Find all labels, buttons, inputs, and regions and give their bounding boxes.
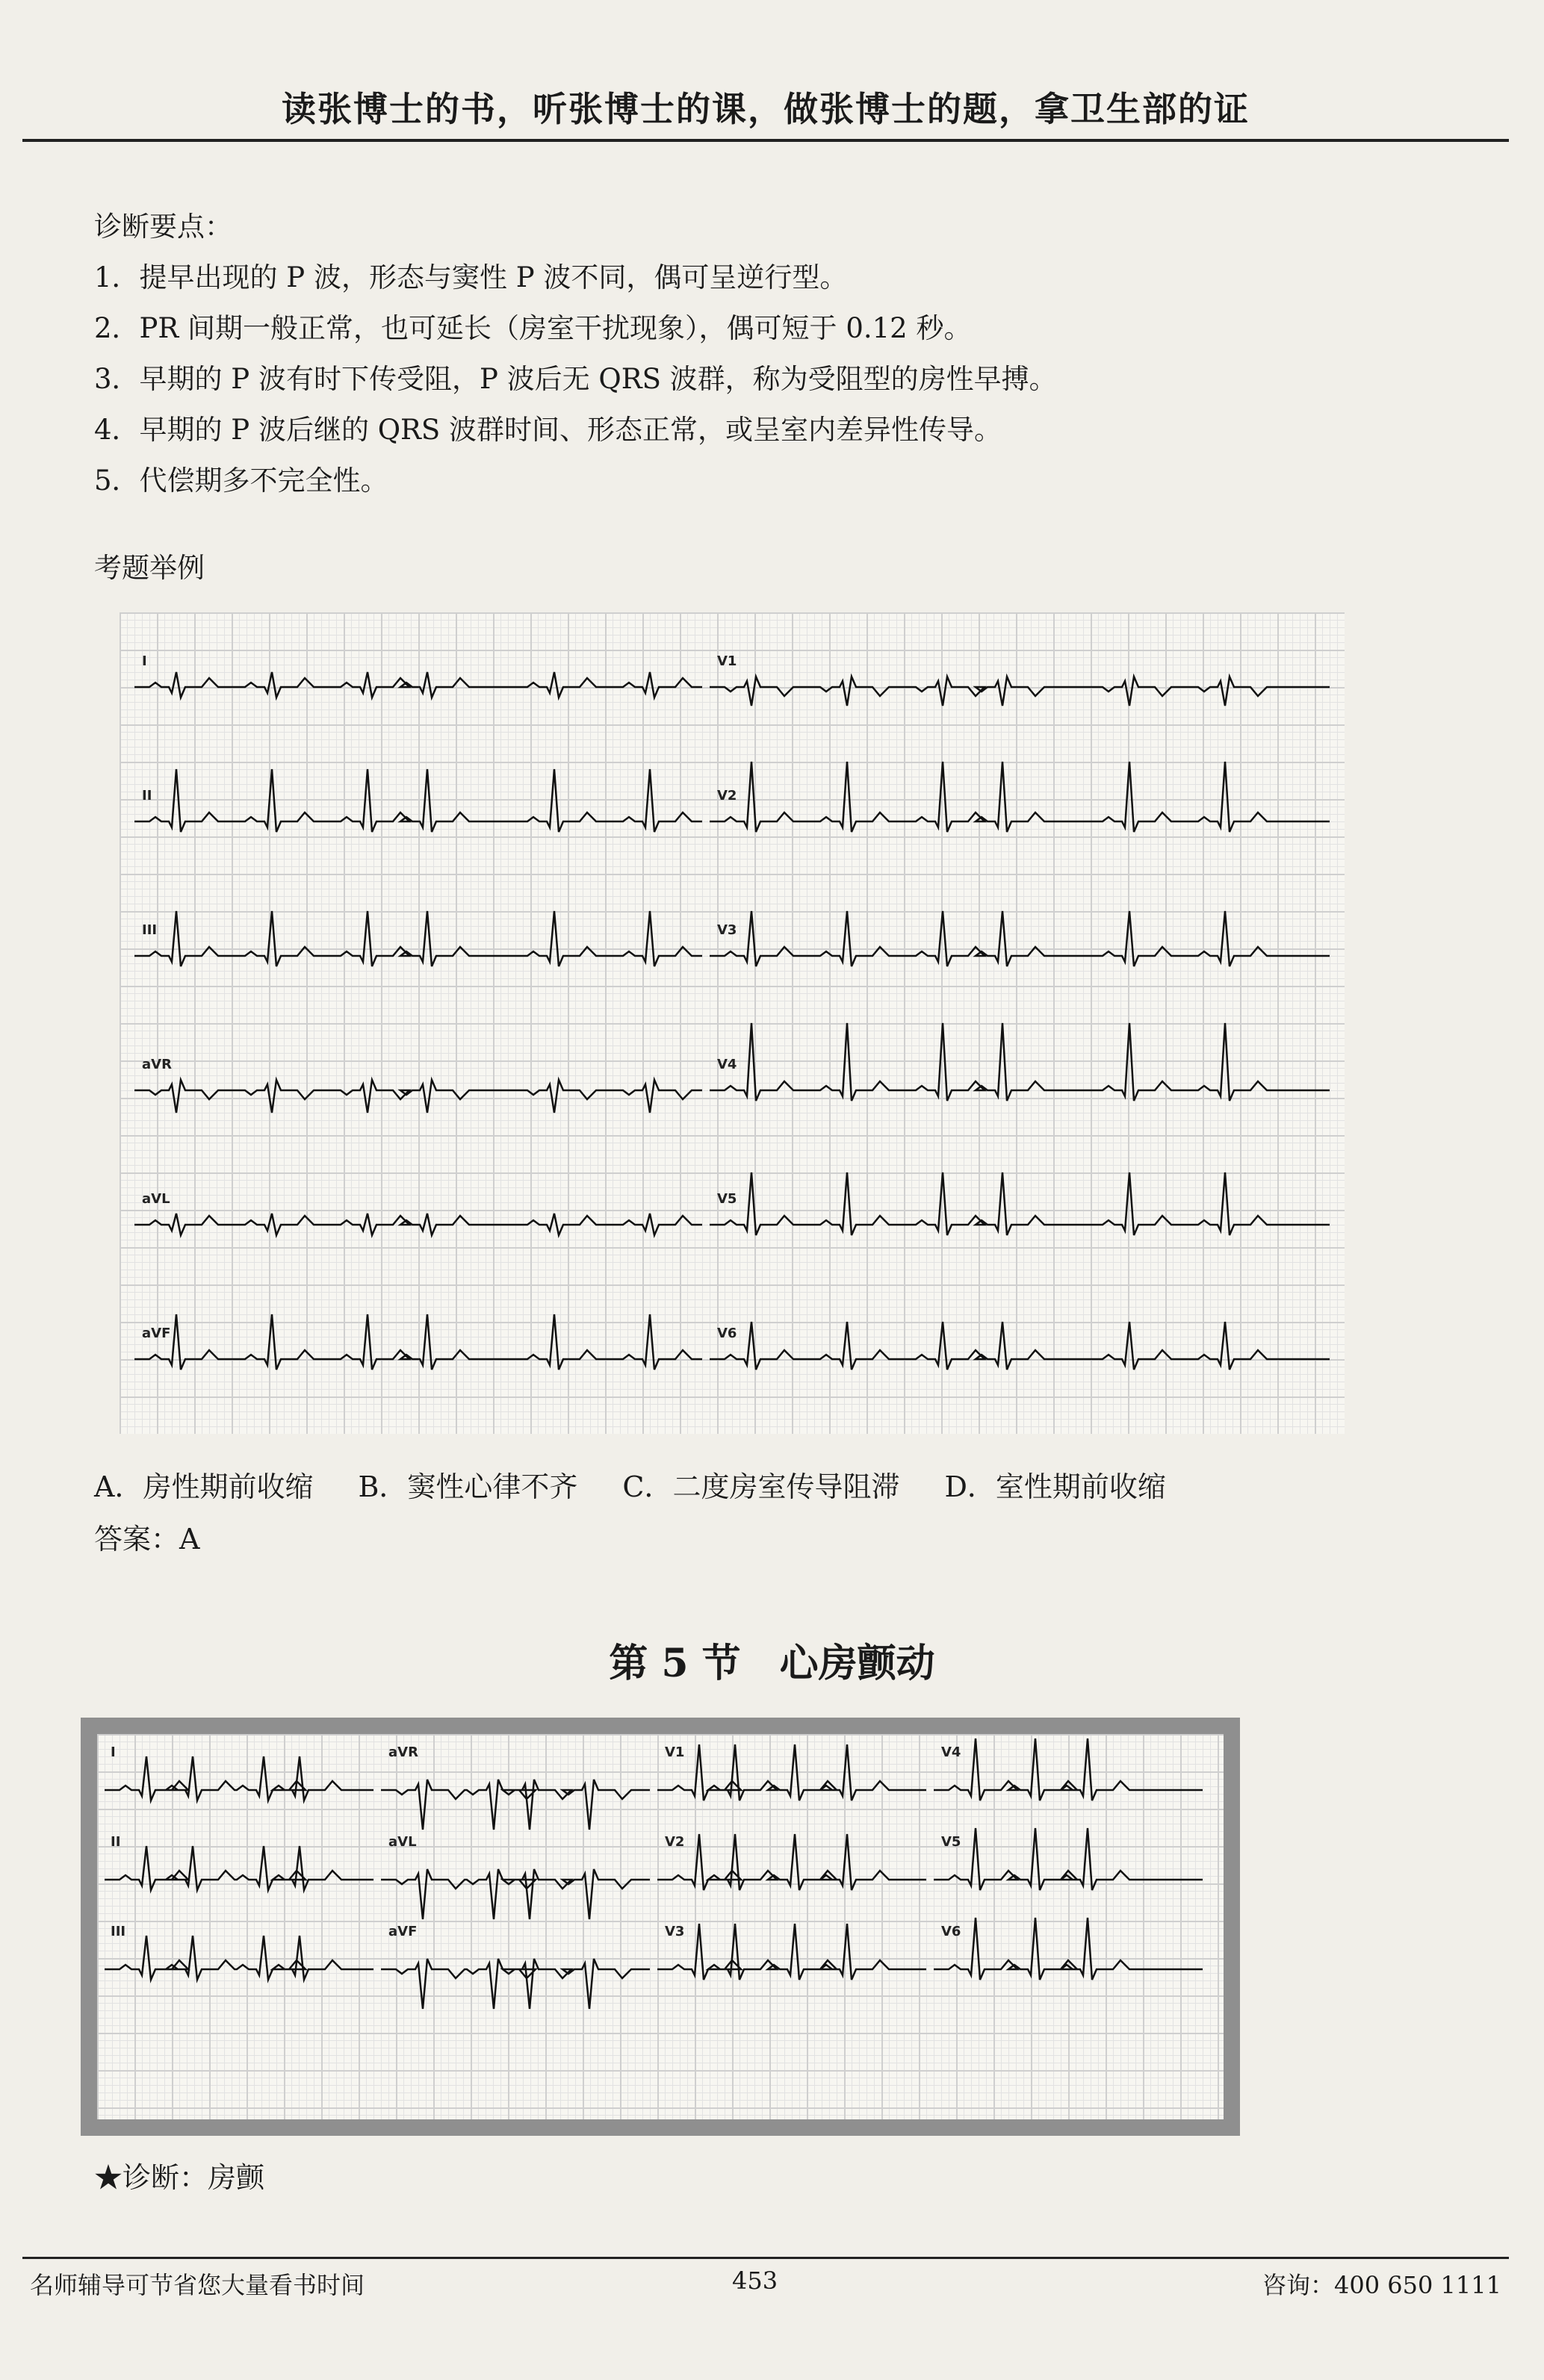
ecg-atrial-fibrillation <box>97 1734 1224 2119</box>
af-lead-v4: V4 <box>941 1744 961 1760</box>
footer-slogan: 名师辅导可节省您大量看书时间 <box>30 2271 365 2299</box>
af-lead-v5: V5 <box>941 1834 961 1850</box>
ecg-trace-v1 <box>710 677 1330 706</box>
answer-options <box>94 1464 1461 1505</box>
footer-contact: 咨询：400 650 1111 <box>1262 2271 1501 2299</box>
example-heading: 考题举例 <box>94 552 205 584</box>
af-lead-v1: V1 <box>665 1744 685 1760</box>
footer-divider <box>22 2257 1509 2259</box>
af-trace-v4 <box>934 1739 1203 1800</box>
af-lead-avl: aVL <box>388 1834 417 1850</box>
af-trace-ii <box>105 1846 373 1890</box>
af-lead-v3: V3 <box>665 1924 685 1939</box>
af-lead-iii: III <box>111 1924 126 1939</box>
section-title: 第 5 节 心房颤动 <box>609 1641 935 1686</box>
ecg-trace-iii <box>134 911 702 966</box>
lead-label-avl: aVL <box>142 1191 170 1207</box>
af-lead-i: I <box>111 1744 116 1760</box>
lead-label-avf: aVF <box>142 1326 171 1341</box>
diagnosis-points-heading: 诊断要点： <box>94 211 232 243</box>
lead-label-iii: III <box>142 922 158 938</box>
af-trace-v2 <box>657 1834 926 1890</box>
lead-label-v3: V3 <box>717 922 737 938</box>
lead-label-v4: V4 <box>717 1057 737 1072</box>
af-lead-ii: II <box>111 1834 121 1850</box>
lead-label-v1: V1 <box>717 653 737 669</box>
lead-label-v2: V2 <box>717 788 737 804</box>
ecg-trace-avr <box>134 1080 702 1113</box>
lead-label-i: I <box>142 653 147 669</box>
af-lead-avf: aVF <box>388 1924 418 1939</box>
page-header-title: 读张博士的书，听张博士的课，做张博士的题，拿卫生部的证 <box>282 89 1250 129</box>
af-trace-v6 <box>934 1918 1203 1980</box>
af-trace-v5 <box>934 1828 1203 1890</box>
af-trace-avl <box>381 1869 650 1919</box>
lead-label-v5: V5 <box>717 1191 737 1207</box>
diagnosis-point-4: 4．早期的 P 波后继的 QRS 波群时间、形态正常，或呈室内差异性传导。 <box>94 414 1002 446</box>
diagnosis-point-5: 5．代偿期多不完全性。 <box>94 464 388 497</box>
ecg-traces-example <box>120 612 1345 1434</box>
diagnosis-points <box>94 202 1416 506</box>
ecg-trace-v3 <box>710 911 1330 966</box>
option-a: A．房性期前收缩 <box>94 1470 314 1503</box>
diagnosis-point-2: 2．PR 间期一般正常，也可延长（房室干扰现象），偶可短于 0.12 秒。 <box>94 312 972 344</box>
ecg-12-lead-example <box>120 612 1345 1434</box>
ecg-trace-ii <box>134 769 702 832</box>
lead-label-avr: aVR <box>142 1057 172 1072</box>
option-b: B．窦性心律不齐 <box>358 1470 578 1503</box>
af-lead-avr: aVR <box>388 1744 418 1760</box>
af-trace-avr <box>381 1780 650 1830</box>
ecg-trace-v4 <box>710 1023 1330 1101</box>
lead-label-v6: V6 <box>717 1326 737 1341</box>
diagnosis-point-1: 1．提早出现的 P 波，形态与窦性 P 波不同，偶可呈逆行型。 <box>94 261 848 293</box>
option-c: C．二度房室传导阻滞 <box>622 1470 900 1503</box>
ecg-frame-af <box>81 1718 1240 2136</box>
af-diagnosis: ★诊断：房颤 <box>94 2161 265 2194</box>
page-number: 453 <box>732 2266 778 2295</box>
ecg-trace-i <box>134 672 702 697</box>
ecg-trace-v5 <box>710 1172 1330 1235</box>
diagnosis-point-3: 3．早期的 P 波有时下传受阻，P 波后无 QRS 波群，称为受阻型的房性早搏。 <box>94 363 1057 395</box>
ecg-trace-v6 <box>710 1322 1330 1370</box>
lead-label-ii: II <box>142 788 152 804</box>
af-trace-i <box>105 1756 373 1800</box>
ecg-trace-avf <box>134 1314 702 1370</box>
af-lead-v2: V2 <box>665 1834 685 1850</box>
af-trace-iii <box>105 1936 373 1980</box>
answer-text: 答案：A <box>94 1523 200 1556</box>
ecg-trace-avl <box>134 1214 702 1235</box>
option-d: D．室性期前收缩 <box>944 1470 1166 1503</box>
af-trace-avf <box>381 1959 650 2009</box>
ecg-trace-v2 <box>710 762 1330 832</box>
ecg-traces-af <box>97 1734 1224 2119</box>
header-divider <box>22 139 1509 142</box>
af-trace-v1 <box>657 1744 926 1800</box>
af-trace-v3 <box>657 1924 926 1980</box>
af-lead-v6: V6 <box>941 1924 961 1939</box>
